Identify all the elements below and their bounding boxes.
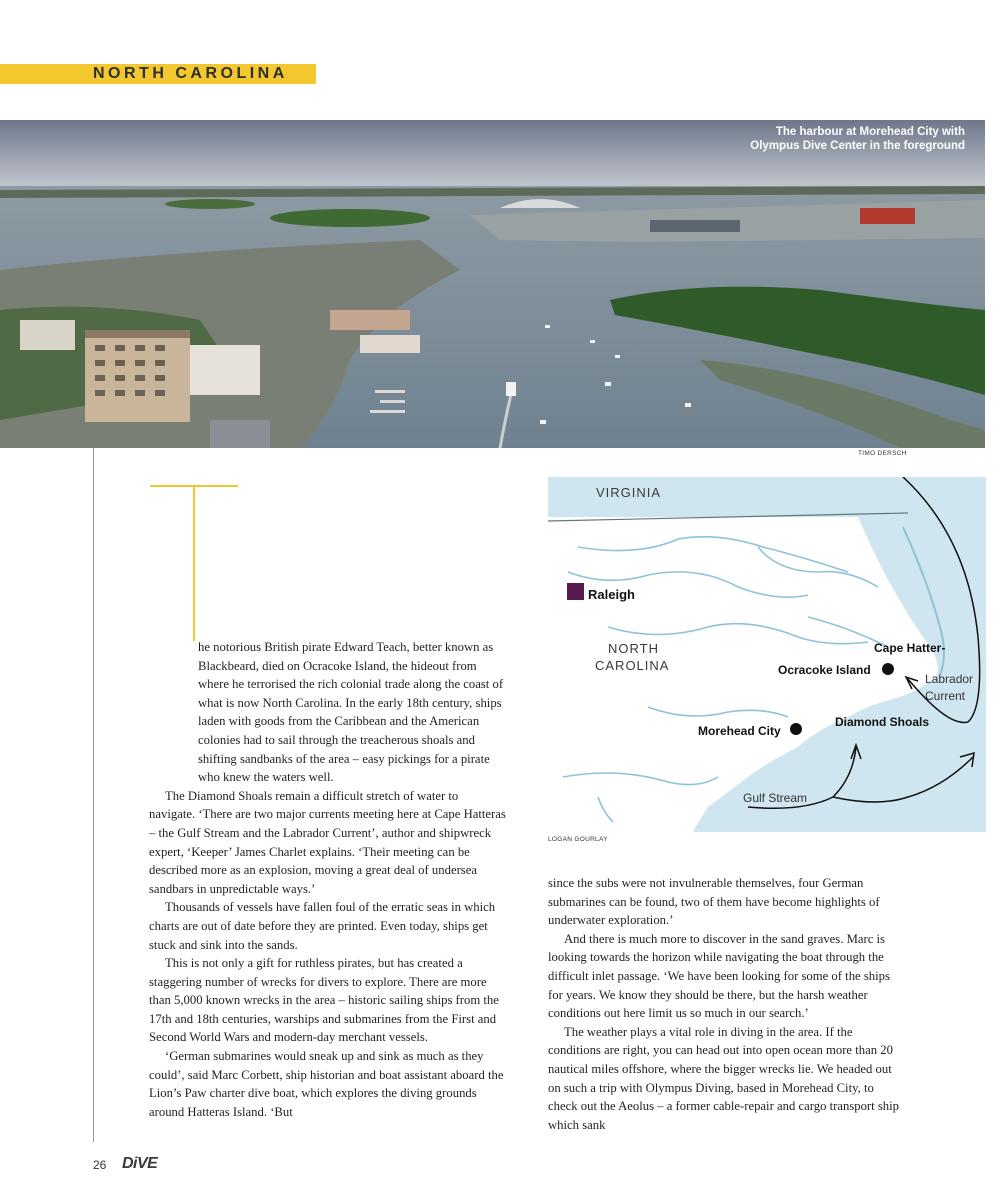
- north-carolina-map: [548, 477, 986, 832]
- label-gulf-stream: Gulf Stream: [743, 791, 808, 805]
- paragraph: And there is much more to discover in the sand graves. Marc is looking towards the horizon while navigating the boat through the difficult inlet passage. ‘We have been looking for some of the ships for years. We know they should be there, but the harsh weather conditions out here limit us so much in our search.’: [548, 931, 890, 1021]
- photo-credit: TIMO DERSCH: [858, 450, 907, 457]
- label-north: NORTH: [608, 641, 659, 656]
- aerial-photo-illustration: [0, 120, 985, 448]
- paragraph: he notorious British pirate Edward Teach, better known as Blackbeard, died on Ocracoke Island, the hideout from where he terrorised the rich colonial trade along the coast of what is now North Carolina. In the early 18th century, ships laden with goods from the Caribbean and the American colonies had to sail through the treacherous shoals and shifting sandbanks of the area – easy pickings for a pirate who knew the waters well.: [198, 640, 504, 785]
- photo-caption: The harbour at Morehead City with Olympus Dive Center in the foreground: [750, 126, 965, 152]
- label-diamond-shoals: Diamond Shoals: [835, 715, 930, 729]
- paragraph: since the subs were not invulnerable themselves, four German submarines can be found, two of them have become highlights of underwater exploration.’: [548, 876, 880, 928]
- label-carolina: CAROLINA: [595, 658, 670, 673]
- label-morehead-city: Morehead City: [698, 724, 781, 738]
- harbour-photo: [0, 120, 985, 448]
- section-title: NORTH CAROLINA: [93, 65, 288, 82]
- article-column-1: [149, 638, 506, 1121]
- label-ocracoke: Ocracoke Island: [778, 663, 871, 677]
- paragraph: This is not only a gift for ruthless pirates, but has created a staggering number of wrecks for divers to explore. There are more than 5,000 known wrecks in the area – historic sailing ships from the 17th and 18th centuries, warships and submarines from the First and Second World Wars and modern-day merchant vessels.: [149, 956, 499, 1045]
- magazine-logo: DiVE: [122, 1155, 158, 1172]
- page-number: 26: [93, 1158, 107, 1172]
- label-current: Current: [925, 689, 966, 703]
- map-graphic: [548, 477, 986, 832]
- paragraph: ‘German submarines would sneak up and sink as much as they could’, said Marc Corbett, ship historian and boat assistant aboard the Lion’s Paw charter dive boat, which explores the diving grounds around Hatteras Island. ‘But: [149, 1049, 504, 1119]
- map-credit: LOGAN GOURLAY: [548, 836, 608, 843]
- paragraph: Thousands of vessels have fallen foul of the erratic seas in which charts are out of date before they are printed. Even today, ships get stuck and sink into the sands.: [149, 900, 496, 952]
- label-labrador: Labrador: [925, 672, 974, 686]
- dropcap-t-stem: [193, 485, 195, 641]
- column-rule: [93, 448, 94, 1142]
- paragraph: The Diamond Shoals remain a difficult stretch of water to navigate. ‘There are two major currents meeting here at Cape Hatteras – the Gulf Stream and the Labrador Current’, author and shipwreck expert, ‘Keeper’ James Charlet explains. ‘Their meeting can be described more as an explosion, moving a great deal of undersea sandbars in unpredictable ways.’: [149, 788, 506, 896]
- article-column-2: [548, 874, 905, 1134]
- label-virginia: VIRGINIA: [596, 485, 662, 500]
- label-cape-hatteras: Cape Hatter-: [874, 641, 946, 655]
- label-raleigh: Raleigh: [588, 587, 635, 602]
- paragraph: The weather plays a vital role in diving in the area. If the conditions are right, you can head out into open ocean more than 20 nautical miles offshore, where the bigger wrecks lie. We headed out on such a trip with Olympus Diving, based in Morehead City, to check out the Aeolus – a former cable-repair and cargo transport ship which sank: [548, 1024, 900, 1132]
